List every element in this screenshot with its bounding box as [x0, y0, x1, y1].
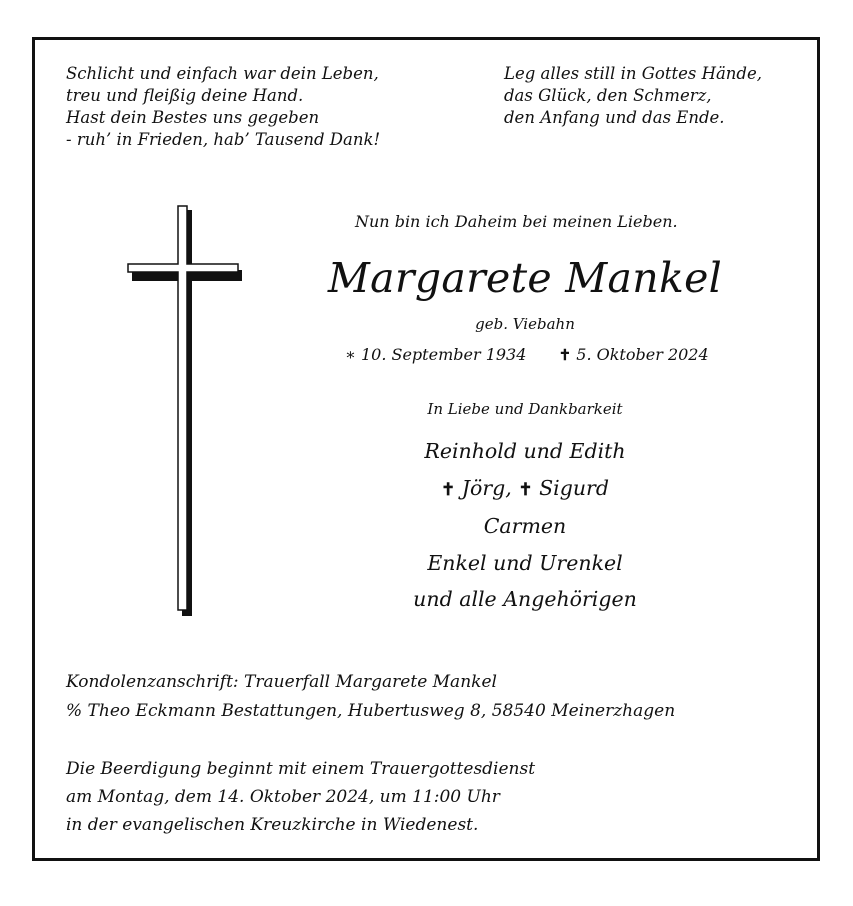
poem-right-line: das Glück, den Schmerz, — [504, 86, 712, 105]
life-dates — [345, 345, 709, 364]
poem-left-line: Hast dein Bestes uns gegeben — [66, 108, 320, 127]
death-date: 5. Oktober 2024 — [576, 345, 709, 364]
poem-right-line: den Anfang und das Ende. — [504, 108, 725, 127]
mourners-list — [325, 433, 725, 618]
mourner-line: Enkel und Urenkel — [427, 550, 623, 575]
deceased-name: Margarete Mankel — [327, 254, 723, 302]
condolence-address — [66, 668, 675, 726]
mourner-line — [325, 470, 725, 509]
maiden-name: geb. Viebahn — [475, 315, 575, 333]
poem-left — [66, 63, 380, 151]
cross-icon: ✝ — [518, 479, 533, 500]
funeral-line: am Montag, dem 14. Oktober 2024, um 11:00 Uhr — [66, 787, 500, 807]
mourner-line: und alle Angehörigen — [413, 587, 637, 611]
death-cross-icon: ✝ — [558, 346, 572, 364]
poem-left-line: Schlicht und einfach war dein Leben, — [66, 64, 379, 83]
funeral-line: Die Beerdigung beginnt mit einem Trauergottesdienst — [66, 759, 536, 779]
condolence-line: % Theo Eckmann Bestattungen, Hubertusweg 8, 58540 Meinerzhagen — [66, 701, 676, 721]
cross-icon — [120, 200, 250, 620]
mourner-line: Carmen — [483, 514, 567, 538]
funeral-info — [66, 755, 535, 839]
poem-left-line: treu und fleißig deine Hand. — [66, 86, 304, 105]
birth-symbol-icon: ∗ — [345, 345, 356, 364]
mourner-name: Sigurd — [539, 475, 609, 500]
cross-icon: ✝ — [441, 479, 456, 500]
mourner-line: Reinhold und Edith — [424, 439, 626, 463]
poem-right-line: Leg alles still in Gottes Hände, — [504, 64, 762, 83]
mourners-intro: In Liebe und Dankbarkeit — [427, 400, 623, 418]
funeral-line: in der evangelischen Kreuzkirche in Wiedenest. — [66, 815, 479, 835]
condolence-line: Kondolenzanschrift: Trauerfall Margarete Mankel — [66, 672, 497, 692]
intro-line: Nun bin ich Daheim bei meinen Lieben. — [355, 212, 678, 231]
poem-left-line: - ruh’ in Frieden, hab’ Tausend Dank! — [66, 130, 381, 149]
mourner-name: Jörg, — [461, 475, 512, 500]
poem-right — [504, 63, 762, 129]
birth-date: 10. September 1934 — [360, 345, 527, 364]
